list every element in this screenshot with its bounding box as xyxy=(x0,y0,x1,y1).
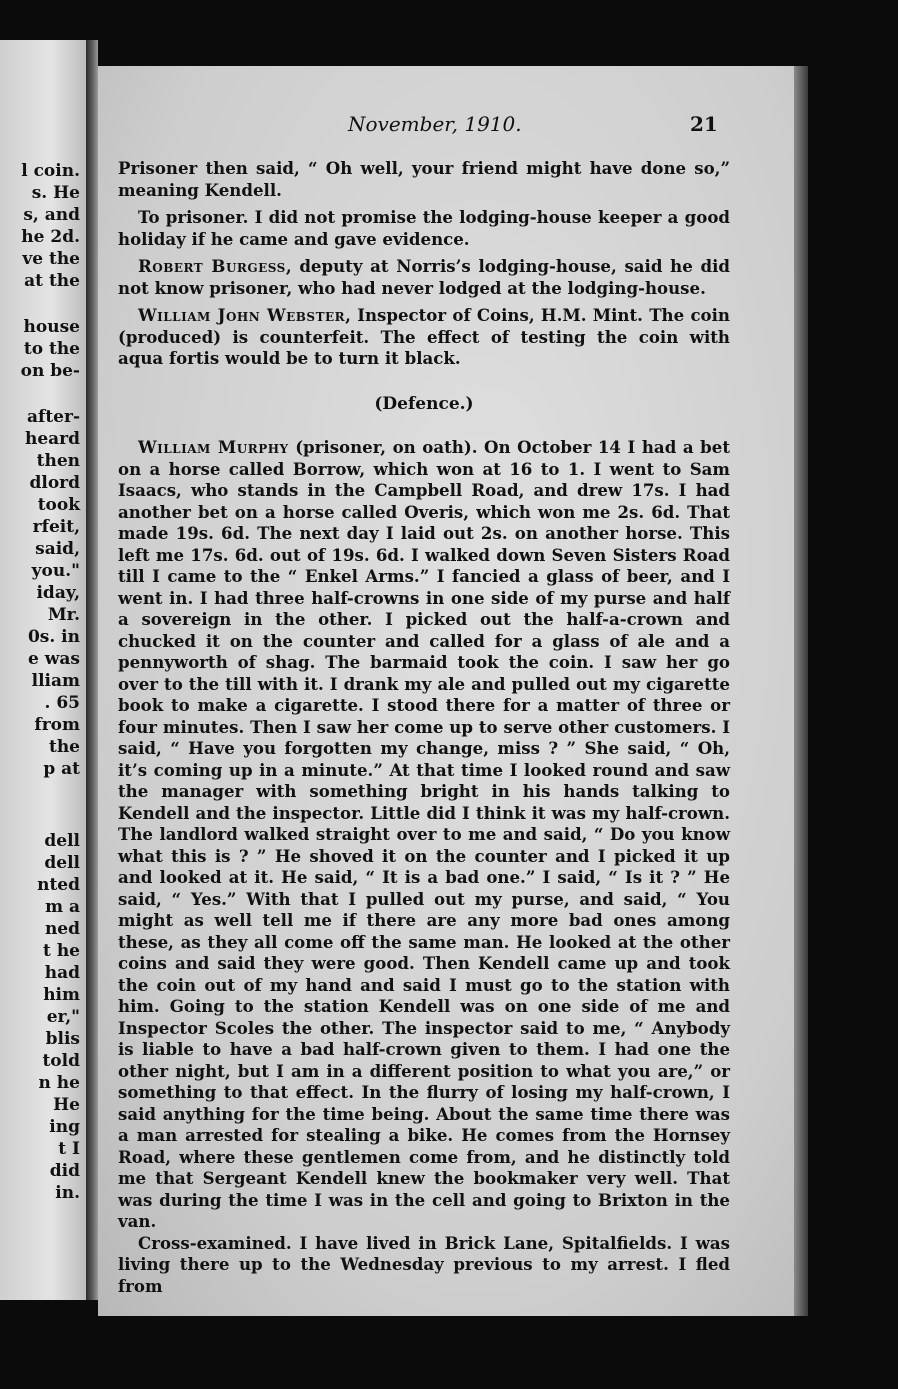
witness-name: William Murphy xyxy=(138,437,289,457)
facing-page-line: had xyxy=(44,963,80,983)
facing-page-line: m a xyxy=(45,897,80,917)
facing-page-line: er," xyxy=(46,1007,80,1027)
facing-page-line: in. xyxy=(55,1183,80,1203)
facing-page-line: dell xyxy=(44,831,80,851)
facing-page-line: s. He xyxy=(31,183,80,203)
facing-page-line: you." xyxy=(31,561,80,581)
facing-page-line: rfeit, xyxy=(32,517,80,537)
page-edge-shadow xyxy=(794,66,808,1316)
witness-name: William John Webster xyxy=(138,305,346,325)
facing-page-line: after- xyxy=(26,407,80,427)
body-text xyxy=(118,158,730,1297)
facing-page-line: dell xyxy=(44,853,80,873)
facing-page-line: took xyxy=(37,495,80,515)
facing-page-line: t I xyxy=(58,1139,80,1159)
paragraph-to-prisoner: To prisoner. I did not promise the lodging-house keeper a good holiday if he came and gave evidence. xyxy=(118,207,730,249)
paragraph-burgess: Robert Burgess, deputy at Norris’s lodging-house, said he did not know prisoner, who had never lodged at the lodging-house. xyxy=(118,256,730,298)
facing-page-line: iday, xyxy=(36,583,80,603)
facing-page-line: nted xyxy=(37,875,80,895)
document-page xyxy=(98,66,794,1316)
facing-page-line: he 2d. xyxy=(21,227,80,247)
running-head xyxy=(98,112,794,140)
section-heading: (Defence.) xyxy=(374,393,474,414)
facing-page-line: told xyxy=(42,1051,80,1071)
paragraph-prisoner-statement: Prisoner then said, “ Oh well, your friend might have done so,” meaning Kendell. xyxy=(118,158,730,200)
facing-page-line: to the xyxy=(23,339,80,359)
facing-page-line: 0s. in xyxy=(27,627,80,647)
facing-page-fragment xyxy=(0,40,86,1300)
facing-page-line: s, and xyxy=(23,205,80,225)
facing-page-line: p at xyxy=(43,759,80,779)
running-title: November, 1910. xyxy=(348,112,522,136)
facing-page-line: heard xyxy=(24,429,80,449)
facing-page-line: e was xyxy=(28,649,80,669)
facing-page-line: at the xyxy=(24,271,80,291)
facing-page-line: ned xyxy=(44,919,80,939)
page-number: 21 xyxy=(690,112,718,136)
facing-page-line: Mr. xyxy=(47,605,80,625)
facing-page-line: . 65 xyxy=(44,693,80,713)
facing-page-line: him xyxy=(43,985,80,1005)
facing-page-line: t he xyxy=(43,941,80,961)
facing-page-line: ing xyxy=(49,1117,80,1137)
paragraph-webster: William John Webster, Inspector of Coins, H.M. Mint. The coin (produced) is counterfeit. The effect of testing the coin with aqua fortis would be to turn it black. xyxy=(118,305,730,368)
paragraph-murphy-testimony: William Murphy (prisoner, on oath). On October 14 I had a bet on a horse called Borrow, which won at 16 to 1. I went to Sam Isaacs, who stands in the Campbell Road, and drew 17s. I had another bet on a horse called Overis, which won me 2s. 6d. That made 19s. 6d. The next day I laid out 2s. on another horse. This left me 17s. 6d. out of 19s. 6d. I walked down Seven Sisters Road till I came to the “ Enkel Arms.” I fancied a glass of beer, and I went in. I had three half-crowns in one side of my purse and half a sovereign in the other. I picked out the half-a-crown and chucked it on the counter and called for a glass of ale and a pennyworth of shag. The barmaid took the coin. I saw her go over to the till with it. I drank my ale and pulled out my cigarette book to make a cigarette. I stood there for a matter of three or four minutes. Then I saw her come up to serve other customers. I said, “ Have you forgotten my change, miss ? ” She said, “ Oh, it’s coming up in a minute.” At that time I looked round and saw the manager with something bright in his hands talking to Kendell and the inspector. Little did I think it was my half-crown. The landlord walked straight over to me and said, “ Do you know what this is ? ” He shoved it on the counter and I picked it up and looked at it. He said, “ It is a bad one.” I said, “ Is it ? ” He said, “ Yes.” With that I pulled out my purse, and said, “ You might as well tell me if there are any more bad ones among these, as they all come off the same man. He looked at the other coins and said they were good. Then Kendell came up and took the coin out of my hand and said I must go to the station with him. Going to the station Kendell was on one side of me and Inspector Scoles the other. The inspector said to me, “ Anybody is liable to have a bad half-crown given to them. I had one the other night, but I am in a different position to what you are,” or something to that effect. In the flurry of losing my half-crown, I said anything for the time being. About the same time there was a man arrested for stealing a bike. He comes from the Hornsey Road, where these gentlemen come from, and he distinctly told me that Sergeant Kendell knew the bookmaker very well. That was during the time I was in the cell and going to Brixton in the van. xyxy=(118,437,730,1231)
facing-page-line: dlord xyxy=(29,473,80,493)
facing-page-line: from xyxy=(34,715,80,735)
facing-page-line: l coin. xyxy=(21,161,80,181)
facing-page-line: on be- xyxy=(20,361,80,381)
facing-page-line: house xyxy=(23,317,80,337)
facing-page-line: the xyxy=(48,737,80,757)
facing-page-line: did xyxy=(49,1161,80,1181)
facing-page-line: said, xyxy=(35,539,80,559)
paragraph-cross-examined: Cross-examined. I have lived in Brick Lane, Spitalfields. I was living there up to the Wednesday previous to my arrest. I fled from xyxy=(118,1232,730,1296)
facing-page-line: then xyxy=(36,451,80,471)
facing-page-line: n he xyxy=(38,1073,80,1093)
facing-page-line: He xyxy=(53,1095,80,1115)
facing-page-line: lliam xyxy=(31,671,80,691)
witness-name: Robert Burgess xyxy=(138,256,286,276)
facing-page-line: ve the xyxy=(22,249,80,269)
book-gutter xyxy=(86,40,98,1300)
facing-page-line: blis xyxy=(45,1029,80,1049)
